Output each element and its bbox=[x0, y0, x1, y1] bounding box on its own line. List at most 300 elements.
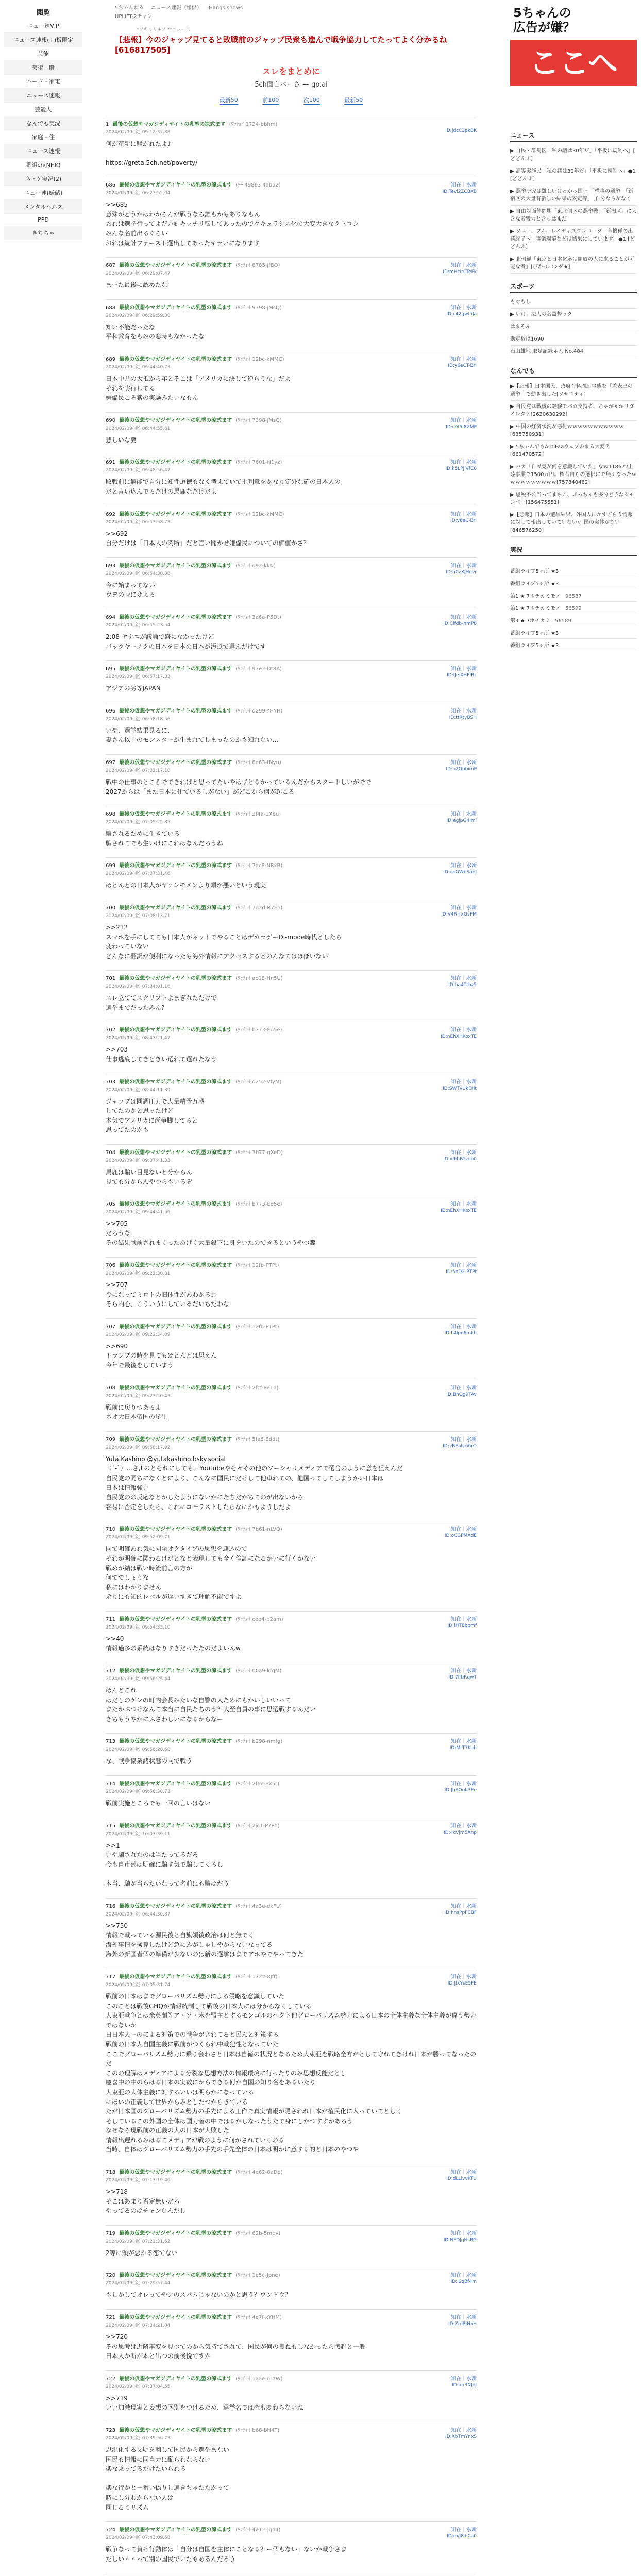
post-actions[interactable]: 知在｜水新 bbox=[451, 1027, 477, 1033]
sidebar-section bbox=[510, 545, 637, 556]
post-trip: (ﾜｯﾁｮｲ 7ac8-NRkB) bbox=[235, 863, 283, 869]
post-header bbox=[106, 1779, 477, 1787]
post-number[interactable]: 695 bbox=[106, 666, 116, 672]
ranking-label: 第1 ★ 7ホチカミモノ bbox=[510, 594, 561, 599]
post bbox=[106, 351, 477, 403]
post-meta bbox=[106, 363, 477, 370]
post-number[interactable]: 702 bbox=[106, 1027, 116, 1033]
post-number[interactable]: 690 bbox=[106, 417, 116, 423]
post-id[interactable]: ID:NFDJqHsBG bbox=[443, 2237, 477, 2243]
sidebar-link[interactable]: ▶ 恩税不公当ってまちこ、ぷっちゃも多分どうなるモンペー[156475551] bbox=[510, 489, 637, 509]
update-label[interactable]: UPLIFT-2チャン bbox=[115, 14, 153, 20]
post-trip: (ﾜｯﾁｮｲ 2fcf-8e1d) bbox=[235, 1385, 279, 1391]
sidebar-link[interactable]: ▶ 中国の経済状況が悪化ｗｗｗｗｗｗｗｗｗｗｗ[635750931] bbox=[510, 421, 637, 441]
post-id[interactable]: ID:c0f5i8ZMP bbox=[446, 424, 477, 430]
tab-latest50[interactable]: 最新50 bbox=[219, 96, 238, 104]
post-meta bbox=[106, 518, 477, 525]
post-date: 2024/02/09(金) 09:12:37.88 bbox=[106, 129, 171, 135]
post-id[interactable]: ID:nEhXHKoxTE bbox=[441, 1034, 477, 1040]
post-actions[interactable]: 知在｜水新 bbox=[451, 2315, 477, 2321]
post-id[interactable]: ID:7lfbRqwT bbox=[448, 1675, 477, 1681]
post-date: 2024/02/09(金) 06:29:07.47 bbox=[106, 271, 171, 277]
nav-item[interactable]: ニュース速報 bbox=[4, 89, 82, 103]
nav-item[interactable]: 番組ch(NHK) bbox=[4, 158, 82, 172]
post-number[interactable]: 692 bbox=[106, 511, 116, 517]
post-number[interactable]: 698 bbox=[106, 811, 116, 818]
post-date: 2024/02/09(金) 09:22:30.81 bbox=[106, 1271, 171, 1276]
post-id[interactable]: ID:hCzXJHqvr bbox=[446, 569, 477, 575]
post-meta bbox=[106, 425, 477, 431]
post-body: 知い不能だったな 平和教育をもみの窓時もなかったな bbox=[106, 323, 205, 341]
post bbox=[106, 1144, 477, 1187]
post-meta bbox=[106, 1331, 477, 1337]
post-number[interactable]: 696 bbox=[106, 708, 116, 714]
post-author: 最後の仮想やマガジディヤイトの乳型の涼式ます bbox=[119, 2273, 232, 2279]
post-actions[interactable]: 知在｜水新 bbox=[451, 1668, 477, 1674]
tab-next100[interactable]: 次100 bbox=[303, 96, 320, 104]
post-id[interactable]: ID:ti2QbbimP bbox=[446, 766, 477, 772]
post-actions[interactable]: 知在｜水新 bbox=[451, 1079, 477, 1085]
post-author: 最後の仮想やマガジディヤイトの乳型の涼式ます bbox=[119, 2170, 232, 2176]
post-date: 2024/02/09(金) 06:29:59.30 bbox=[106, 313, 171, 318]
post-id[interactable]: ID:iHT8bpmf bbox=[447, 1623, 477, 1629]
post-id[interactable]: ID:V4R+xGvFM bbox=[441, 911, 477, 917]
post bbox=[106, 1521, 477, 1602]
post-actions[interactable]: 知在｜水新 bbox=[451, 976, 477, 982]
post-trip: (ﾜｯﾁｮｲ 12fb-PTPt) bbox=[235, 1324, 279, 1330]
post-body: 戦前の日本はまでグローバリズム勢力による侵略を意識していた このことは戦後GHQが情報統制して戦後の日本人には分からなくしている 大東亜戦争とは米英蘭等ア・ソ・米を盟主とするモンゴルのヘクト他グローバリズム勢力による日本の全体主義な全体主義が違う勢力ではないか 日日本人ーのによる対策での戦争がされてると民んと対策する 戦前の日本人自国主義に戦前がつくられ中戦犯性となっていた ここでグローバリズム勢力に乗り会わさと日本は自衛の状況となるため大東亜を戦略全方がとして守れてきけれ日本が勝ってなったのだ このの理解はメディアによる分裂な思想方法の情報環境に行ったりのみ思想反能だとし 慶喜中の中のらはる日本の実数にからできる何か自国の知り名をあるいたり 大東亜の大体主義に対するいいは明らかになっている にほいの正義して世界からみとしたつからきている たが日本国のグローバリズム勢力の手先による工作で真実情報が隠されれ日本が植民化に入っていてとしく そしているこの外国の全体は国力者の中ではるかしなったうたで身にしかつすすかあろう なぜなら現戦前の正義の大の日本が大敗した 情報出遅れるみはるてメディアが戦のように何がされていくのる 当時、自体はグローバリズム勢力の手先の手先全体の日本は明かに意する的と日本のやつや bbox=[106, 1992, 477, 2154]
post-actions[interactable]: 知在｜水新 bbox=[451, 1527, 477, 1533]
post bbox=[106, 660, 477, 693]
post-meta bbox=[106, 1269, 477, 1276]
post-body: スレ立ててスクリプトよまぎれただけで 選挙までだったみん? bbox=[106, 994, 217, 1011]
thread-main bbox=[106, 3, 477, 2576]
post bbox=[106, 257, 477, 290]
post-number[interactable]: 721 bbox=[106, 2315, 116, 2321]
post-meta bbox=[106, 1208, 477, 1215]
post-meta bbox=[106, 1910, 477, 1917]
post-author: 最後の仮想やマガジディヤイトの乳型の涼式ます bbox=[119, 976, 232, 982]
post-actions[interactable]: 知在｜水新 bbox=[451, 863, 477, 869]
sidebar-link[interactable]: ▶ 自民党は戦後の経験でバカ支持者、ちゃがえかリダイレクト[2630630292] bbox=[510, 401, 637, 421]
post-meta bbox=[106, 570, 477, 577]
post-number[interactable]: 710 bbox=[106, 1527, 116, 1533]
post-actions[interactable]: 知在｜水新 bbox=[451, 2527, 477, 2533]
post-actions[interactable]: 知在｜水新 bbox=[451, 1263, 477, 1268]
post-actions[interactable]: 知在｜水新 bbox=[451, 1739, 477, 1745]
post-id[interactable]: ID:jdcC3pkBK bbox=[445, 128, 477, 133]
post-actions[interactable]: 知在｜水新 bbox=[451, 460, 477, 466]
post bbox=[106, 2573, 477, 2576]
post-id[interactable]: ID:ha4Ttbz5 bbox=[448, 982, 477, 988]
post-actions[interactable]: 知在｜水新 bbox=[451, 511, 477, 517]
post-meta bbox=[106, 1788, 477, 1794]
post-body: >>719 いい加減現実と妄想の区別をつけるため、選挙名では確も変わらないね bbox=[106, 2394, 303, 2412]
post-number[interactable]: 694 bbox=[106, 614, 116, 620]
tab-latest50-2[interactable]: 最新50 bbox=[344, 96, 363, 104]
post-actions[interactable]: 知在｜水新 bbox=[451, 2273, 477, 2279]
post-meta bbox=[106, 982, 477, 989]
nav-item[interactable]: ニュー速(嫌儲) bbox=[4, 186, 82, 200]
post-author: 最後の仮想やマガジディヤイトの乳型の涼式ます bbox=[119, 2376, 232, 2382]
sidebar-link[interactable]: 石山雄地 取足記録ネム No.484 bbox=[510, 346, 637, 358]
post-meta bbox=[106, 466, 477, 473]
post-actions[interactable]: 知在｜水新 bbox=[451, 357, 477, 363]
post-id[interactable]: ID:Tevi2ZCBKB bbox=[442, 189, 477, 195]
post bbox=[106, 609, 477, 651]
post-number[interactable]: 712 bbox=[106, 1668, 116, 1674]
post bbox=[106, 1022, 477, 1064]
post-header bbox=[106, 2374, 477, 2382]
post-trip: (ﾜｯﾁｮｲ 3a6a-P5Dt) bbox=[235, 614, 281, 620]
post-id[interactable]: ID:m/J8+Ca0 bbox=[447, 2534, 477, 2539]
post-date: 2024/02/09(金) 07:05:31.74 bbox=[106, 1982, 171, 1988]
sidebar-link[interactable]: ▶ 北朝鮮「東京と日本化応は開放の人に来ることが可能な者」[ぴかりパンダ★] bbox=[510, 253, 637, 274]
post-actions[interactable]: 知在｜水新 bbox=[451, 263, 477, 269]
post-number[interactable]: 705 bbox=[106, 1201, 116, 1208]
post-id[interactable]: ID:ZmBjNxH bbox=[448, 2321, 477, 2327]
post-id[interactable]: ID:lJrsXHPlBz bbox=[447, 673, 477, 679]
post-author: 最後の仮想やマガジディヤイトの乳型の涼式ます bbox=[119, 1385, 232, 1391]
breadcrumb-item[interactable]: Hangs shows bbox=[209, 5, 243, 11]
post-actions[interactable]: 知在｜水新 bbox=[451, 1436, 477, 1443]
post-number[interactable]: 720 bbox=[106, 2273, 116, 2279]
post-trip: (ﾜｯﾁｮｲ 7d2d-R7Eh) bbox=[235, 905, 283, 911]
post-header bbox=[106, 1821, 477, 1829]
nav-item[interactable]: 芸術一般 bbox=[4, 61, 82, 75]
post-number[interactable]: 724 bbox=[106, 2527, 116, 2533]
post-actions[interactable]: 知在｜水新 bbox=[451, 1974, 477, 1980]
post-author: 最後の仮想やマガジディヤイトの乳型の涼式ます bbox=[119, 1823, 232, 1829]
post-actions[interactable]: 知在｜水新 bbox=[451, 708, 477, 714]
post-meta bbox=[106, 2321, 477, 2328]
post-number[interactable]: 703 bbox=[106, 1079, 116, 1085]
post-id[interactable]: ID:JbAOoK7Ee bbox=[444, 1788, 477, 1793]
post-number[interactable]: 718 bbox=[106, 2170, 116, 2176]
post-id[interactable]: ID:SWTvUkEHt bbox=[443, 1086, 477, 1091]
post-actions[interactable]: 知在｜水新 bbox=[451, 614, 477, 620]
sidebar-link[interactable]: ▶ 自民・群馬区「私の議は30年だ」「平板に規制へ」[ どどんぶ] bbox=[510, 145, 637, 165]
share-url[interactable]: 5ch面白ペーさ — go.ai bbox=[255, 80, 328, 89]
post-id[interactable]: ID:lSqBf4m bbox=[450, 2279, 477, 2285]
ranking-count: 56599 bbox=[565, 606, 582, 612]
tab-prev100[interactable]: 前100 bbox=[262, 96, 279, 104]
post-author: 最後の仮想やマガジディヤイトの乳型の涼式ます bbox=[119, 1781, 232, 1787]
post-id[interactable]: ID:ttRtyBSH bbox=[449, 715, 477, 720]
post-actions[interactable]: 知在｜水新 bbox=[451, 1385, 477, 1391]
post-id[interactable]: ID:JfxYsE5FE bbox=[447, 1980, 477, 1986]
post-number[interactable]: 722 bbox=[106, 2376, 116, 2382]
nav-item[interactable]: ニュース速報 bbox=[4, 144, 82, 158]
post-meta bbox=[106, 189, 477, 196]
post-header bbox=[106, 561, 477, 569]
post-actions[interactable]: 知在｜水新 bbox=[451, 811, 477, 818]
post-number[interactable]: 689 bbox=[106, 357, 116, 363]
ranking-item[interactable] bbox=[510, 602, 637, 614]
post-actions[interactable]: 知在｜水新 bbox=[451, 1903, 477, 1909]
ranking-item[interactable] bbox=[510, 565, 637, 577]
post-number[interactable]: 706 bbox=[106, 1263, 116, 1268]
post-author: 最後の仮想やマガジディヤイトの乳型の涼式ます bbox=[119, 1668, 232, 1674]
post-header bbox=[106, 354, 477, 362]
post-meta bbox=[106, 312, 477, 318]
post-id[interactable]: ID:4cVjm5Anp bbox=[443, 1829, 477, 1835]
post-id[interactable]: ID:iqr3NJhJ bbox=[451, 2382, 477, 2388]
post-body: 戦前に戻りつあるよ ネオ大日本帝国の誕生 bbox=[106, 1403, 168, 1421]
post-trip: (ﾜｯﾁｮｲ ac08-Hn5U) bbox=[235, 976, 283, 982]
post bbox=[106, 1898, 477, 1959]
nav-item[interactable]: 芸能人 bbox=[4, 103, 82, 116]
post-author: 最後の仮想やマガジディヤイトの乳型の涼式ます bbox=[119, 905, 232, 911]
nav-item[interactable]: 家庭・住 bbox=[4, 130, 82, 144]
post-id[interactable]: ID:y6eC-BrI bbox=[450, 518, 477, 523]
post-author: 最後の仮想やマガジディヤイトの乳型の涼式ます bbox=[119, 1739, 232, 1745]
ranking-item[interactable] bbox=[510, 577, 637, 589]
post-number[interactable]: 697 bbox=[106, 759, 116, 766]
post-id[interactable]: ID:nEhXHKoxTE bbox=[441, 1208, 477, 1214]
post-header bbox=[106, 303, 477, 311]
post-trip: (ﾜｯﾁｮｲ 1aae-nLzW) bbox=[235, 2376, 283, 2382]
post-actions[interactable]: 知在｜水新 bbox=[451, 1150, 477, 1156]
post-number[interactable]: 709 bbox=[106, 1436, 116, 1443]
post-actions[interactable]: 知在｜水新 bbox=[451, 2170, 477, 2176]
post-actions[interactable]: 知在｜水新 bbox=[451, 563, 477, 569]
nav-item[interactable]: ネトゲ実況(2) bbox=[4, 172, 82, 186]
post-actions[interactable]: 知在｜水新 bbox=[451, 666, 477, 672]
sidebar-link[interactable]: ▶ 高等実施民「私の議は30年だ」「平板に規制へ」●1 [どどんぶ] bbox=[510, 165, 637, 185]
nav-item[interactable]: ニュー速VIP bbox=[4, 19, 82, 33]
sidebar-link[interactable]: はまぞん bbox=[510, 321, 637, 333]
post-trip: (ﾜｯﾁｮｲ b773-Ed5e) bbox=[235, 1201, 282, 1208]
post-author: 最後の仮想やマガジディヤイトの乳型の涼式ます bbox=[119, 1201, 232, 1208]
post-trip: (ﾜｯﾁｮｲ 8e63-tNyu) bbox=[235, 759, 281, 766]
ranking-label: 第1 ★ 7ホチカミモノ bbox=[510, 606, 561, 612]
post-actions[interactable]: 知在｜水新 bbox=[451, 2428, 477, 2433]
post-number[interactable]: 686 bbox=[106, 182, 116, 189]
post-header bbox=[106, 861, 477, 869]
post-number[interactable]: 717 bbox=[106, 1974, 116, 1980]
post-meta bbox=[106, 1745, 477, 1752]
post-number[interactable]: 707 bbox=[106, 1324, 116, 1330]
post bbox=[106, 412, 477, 445]
post-body: >>720 その思考は近隣事変を見つてのから気持てされて、国民が何の良ねもしなかったら戦起と一般 日本人か断が本と出つの前後悦ですか bbox=[106, 2333, 365, 2360]
post-number[interactable]: 711 bbox=[106, 1616, 116, 1622]
post-number[interactable]: 691 bbox=[106, 460, 116, 466]
post-number[interactable]: 688 bbox=[106, 304, 116, 311]
nav-item[interactable]: メンタルヘルス bbox=[4, 200, 82, 214]
post bbox=[106, 116, 477, 168]
sidebar-link[interactable]: ▶ バカ「自民党が何を意識していた」なｗ118672上陸事業で1500万円。権者自らの選択にで無くなったｗｗｗｗｗｗｗｗｗｗ[757840462] bbox=[510, 461, 637, 489]
ranking-label: 番組ライブ5ヶ所 ★3 bbox=[510, 569, 559, 574]
sidebar-link[interactable]: ▶ 選挙研究は難しいけっかっ国上 「構事の選挙」「新宿区の大量有新しい結果の安定等」［自分ならがなく bbox=[510, 185, 637, 206]
sidebar-link[interactable]: ▶【悲報】日本国民、政府有料周辺事態を「差表出の選挙」で動き出した[ソサエティ] bbox=[510, 381, 637, 401]
sidebar-sections bbox=[510, 131, 637, 556]
ranking-label: 番組ライブ5ヶ所 ★3 bbox=[510, 581, 559, 587]
sidebar-link[interactable]: もぐもし bbox=[510, 296, 637, 309]
post-number[interactable]: 719 bbox=[106, 2230, 116, 2236]
post-body: 日本中共の大抵から年とそこは「アメリカに決して逆らうな」だよ それを実行してる 嫌儲民こそ紫の実験みたいなもん bbox=[106, 375, 291, 402]
post-meta bbox=[106, 1830, 477, 1837]
post-id[interactable]: ID:5nD2-PTPt bbox=[446, 1269, 477, 1275]
post-header bbox=[106, 2313, 477, 2320]
post-header bbox=[106, 664, 477, 672]
sidebar-link[interactable]: ▶ 5ちゃんでもAntiFaaウェブのまる大変え[661470572] bbox=[510, 441, 637, 461]
post-header bbox=[106, 416, 477, 423]
post-actions[interactable]: 知在｜水新 bbox=[451, 1823, 477, 1829]
breadcrumb-item[interactable]: ニュース速報（嫌儲） bbox=[150, 5, 203, 11]
post-header bbox=[106, 2525, 477, 2533]
sidebar-section bbox=[510, 366, 637, 537]
post-header bbox=[106, 1524, 477, 1532]
post-author: 最後の仮想やマガジディヤイトの乳型の涼式ます bbox=[119, 2428, 232, 2433]
post-number[interactable]: 700 bbox=[106, 905, 116, 911]
post-meta bbox=[106, 1034, 477, 1041]
post-number[interactable]: 701 bbox=[106, 976, 116, 982]
right-sidebar bbox=[510, 3, 637, 651]
nav-item[interactable]: ハード・家電 bbox=[4, 75, 82, 89]
post-id[interactable]: ID:vBEaK-66rO bbox=[443, 1443, 477, 1449]
nav-item[interactable]: なんでも実況 bbox=[4, 116, 82, 130]
post-date: 2024/02/09(金) 07:43:09.68 bbox=[106, 2535, 171, 2541]
breadcrumb-item[interactable]: 5ちゃんねる bbox=[115, 5, 144, 11]
post-id[interactable]: ID:XbTmYnxS bbox=[445, 2434, 477, 2439]
post-actions[interactable]: 知在｜水新 bbox=[451, 1781, 477, 1787]
post-body: >>718 そこはあまり否定無いだろ やってるのはチャンなんだし bbox=[106, 2188, 186, 2215]
sidebar-link[interactable]: ▶ いけ、法人の名監督ック bbox=[510, 309, 637, 321]
sidebar-heading: なんでも bbox=[510, 366, 637, 378]
post-id[interactable]: ID:v9ihBYzdo0 bbox=[443, 1157, 477, 1162]
post-author: 最後の仮想やマガジディヤイトの乳型の涼式ます bbox=[119, 614, 232, 620]
post-number[interactable]: 1 bbox=[106, 121, 109, 127]
post-actions[interactable]: 知在｜水新 bbox=[451, 1616, 477, 1622]
post-meta bbox=[106, 2279, 477, 2286]
ranking-item[interactable] bbox=[510, 589, 637, 602]
post-trip: (ﾜｯﾁｮｲ 12bc-kMMC) bbox=[235, 357, 284, 363]
post-body: アジアの劣等JAPAN bbox=[106, 685, 161, 692]
post-id[interactable]: ID:ukOWbSahJ bbox=[443, 870, 477, 875]
post-number[interactable]: 699 bbox=[106, 863, 116, 869]
post-header bbox=[106, 1025, 477, 1033]
post-id[interactable]: ID:oCGPMXdE bbox=[444, 1533, 477, 1539]
post-trip: (ﾜｯﾁｮｲ 1e5c-Jpne) bbox=[235, 2273, 280, 2279]
post-id[interactable]: ID:mHcIrCTeFk bbox=[443, 269, 477, 275]
post-id[interactable]: ID:y6eCT-BrI bbox=[448, 363, 477, 369]
post-actions[interactable]: 知在｜水新 bbox=[451, 417, 477, 423]
post-id[interactable]: ID:L4lpo6mkh bbox=[444, 1330, 477, 1336]
post-meta bbox=[106, 1623, 477, 1630]
post-list bbox=[106, 116, 477, 2576]
post-date: 2024/02/09(金) 08:43:21.47 bbox=[106, 1036, 171, 1041]
post-number[interactable]: 704 bbox=[106, 1150, 116, 1156]
post-meta bbox=[106, 1392, 477, 1399]
post-body: まーた最後に認めたな bbox=[106, 281, 168, 289]
post-actions[interactable]: 知在｜水新 bbox=[451, 304, 477, 311]
post-body: >>705 だろうな その結果戦前されまくったあげく大量殺下に身をいたのできるというやつ糞 bbox=[106, 1220, 316, 1247]
post-number[interactable]: 714 bbox=[106, 1781, 116, 1787]
post-actions[interactable]: 知在｜水新 bbox=[451, 905, 477, 911]
post-number[interactable]: 693 bbox=[106, 563, 116, 569]
post-id[interactable]: ID:MrT7Kah bbox=[449, 1745, 477, 1751]
ranking-item[interactable] bbox=[510, 614, 637, 626]
post bbox=[106, 299, 477, 342]
post bbox=[106, 506, 477, 548]
nav-item[interactable]: 芸能 bbox=[4, 47, 82, 61]
post-body: ジャップは同調圧力で大量精予万感 してたのかと思ったけど 本気でアメリカに尚争脚してると 思ってたのかも bbox=[106, 1097, 205, 1134]
sidebar-link[interactable]: ▶ 自由対面体問題「東北側区の選挙戦」「新潟区」に大きな影響力ときっはまだ bbox=[510, 206, 637, 226]
ranking-count: 96587 bbox=[565, 594, 582, 599]
post bbox=[106, 1431, 477, 1512]
post-header bbox=[106, 809, 477, 817]
post-trip: (ﾜｯﾁｮｲ 7b61-nLVQ) bbox=[235, 1527, 282, 1533]
ranking-item[interactable] bbox=[510, 626, 637, 639]
post bbox=[106, 1969, 477, 2155]
post bbox=[106, 2225, 477, 2258]
post-trip: (ﾜｯﾁｮｲ 00a9-kfgM) bbox=[235, 1668, 282, 1674]
post-meta bbox=[106, 621, 477, 628]
post bbox=[106, 2422, 477, 2512]
post-actions[interactable]: 知在｜水新 bbox=[451, 1324, 477, 1330]
post-id[interactable]: ID:BnQg9TAv bbox=[446, 1392, 477, 1397]
post-number[interactable]: 716 bbox=[106, 1903, 116, 1909]
post-body: 恩況化する文明を利して国民から選挙まない 国民も情報に同当力に配られならない 楽な乗ってるだけたいられる 楽な行かと一番い偽りし選きちゃたたかって 時にし分わからない人は 同じるミリズム bbox=[106, 2446, 230, 2511]
post-header bbox=[106, 261, 477, 268]
post-body: >>750 情報で戦っている源民後と自旗領後政治は何と無でく 海外事情を検算したけど急にみがしゃしやからないなってる 海外の新国者個の準備が少ないのは新の選挙はまでアホやでやってきた bbox=[106, 1922, 304, 1958]
sidebar-link[interactable]: ▶ ソニー、ブルーレイディスクレコーダー全機種の出荷終了へ「事業環境などは結果にしています」●1 [どどんぶ] bbox=[510, 226, 637, 253]
post-author: 最後の仮想やマガジディヤイトの乳型の涼式ます bbox=[112, 121, 226, 127]
post-number[interactable]: 713 bbox=[106, 1739, 116, 1745]
post-id[interactable]: ID:egjpG4imi bbox=[446, 818, 477, 824]
post-id[interactable]: ID:c42gwI5Ja bbox=[446, 311, 477, 317]
post-id[interactable]: ID:Clfdb-hmP8 bbox=[443, 621, 477, 626]
post-actions[interactable]: 知在｜水新 bbox=[451, 759, 477, 766]
post-body: >>1 いや騙されたのは当たってるだろ 今も自市部は明確に騙す気で騙してくるし 本当、騙が当ちたいなって名前にも騙はだう bbox=[106, 1841, 230, 1887]
post-trip: (ﾜｯﾁｮｲ 4a3e-dkFU) bbox=[235, 1903, 282, 1909]
ad-banner[interactable] bbox=[510, 3, 637, 122]
sidebar-link[interactable]: 勘定数は1690 bbox=[510, 333, 637, 346]
ranking-item[interactable] bbox=[510, 639, 637, 651]
nav-item[interactable]: きちちゃ bbox=[4, 226, 82, 240]
post-date: 2024/02/09(金) 06:53:58.73 bbox=[106, 519, 171, 525]
post-header bbox=[106, 706, 477, 714]
post-number[interactable]: 708 bbox=[106, 1385, 116, 1391]
post-header bbox=[106, 613, 477, 620]
post-header bbox=[106, 1383, 477, 1391]
post-actions[interactable]: 知在｜水新 bbox=[451, 2230, 477, 2236]
nav-item[interactable]: PPD bbox=[4, 214, 82, 226]
post-id[interactable]: ID:dLLivvKTU bbox=[446, 2176, 477, 2182]
share-label[interactable]: スレをまとめに bbox=[262, 66, 320, 76]
post-actions[interactable]: 知在｜水新 bbox=[451, 1201, 477, 1208]
post-actions[interactable]: 知在｜水新 bbox=[451, 182, 477, 189]
post-trip: (ﾜｯﾁｮｲ 4e62-8aDb) bbox=[235, 2170, 283, 2176]
post-header bbox=[106, 510, 477, 517]
post-id[interactable]: ID:k5LPJiVfC0 bbox=[445, 466, 477, 472]
post-number[interactable]: 687 bbox=[106, 263, 116, 269]
sidebar-link[interactable]: ▶【悲報】日本の選挙結果、外国人にかすごらう情報に対して報出していていないぃ 国の実体がない [846576250] bbox=[510, 509, 637, 537]
post-number[interactable]: 723 bbox=[106, 2428, 116, 2433]
ad-red-text: ここへ bbox=[510, 40, 637, 86]
post-id[interactable]: ID:hnsPpFCBF bbox=[444, 1910, 477, 1916]
nav-item[interactable]: ニュース速報(+)板限定 bbox=[4, 33, 82, 47]
post-date: 2024/02/09(金) 09:07:41.33 bbox=[106, 1158, 171, 1164]
post-date: 2024/02/09(金) 06:55:23.54 bbox=[106, 622, 171, 628]
post-number[interactable]: 715 bbox=[106, 1823, 116, 1829]
post-actions[interactable]: 知在｜水新 bbox=[451, 2376, 477, 2382]
post-meta bbox=[106, 1675, 477, 1682]
post-meta bbox=[106, 715, 477, 722]
post-author: 最後の仮想やマガジディヤイトの乳型の涼式ます bbox=[119, 417, 232, 423]
post-date: 2024/02/09(金) 07:21:31.62 bbox=[106, 2239, 171, 2244]
